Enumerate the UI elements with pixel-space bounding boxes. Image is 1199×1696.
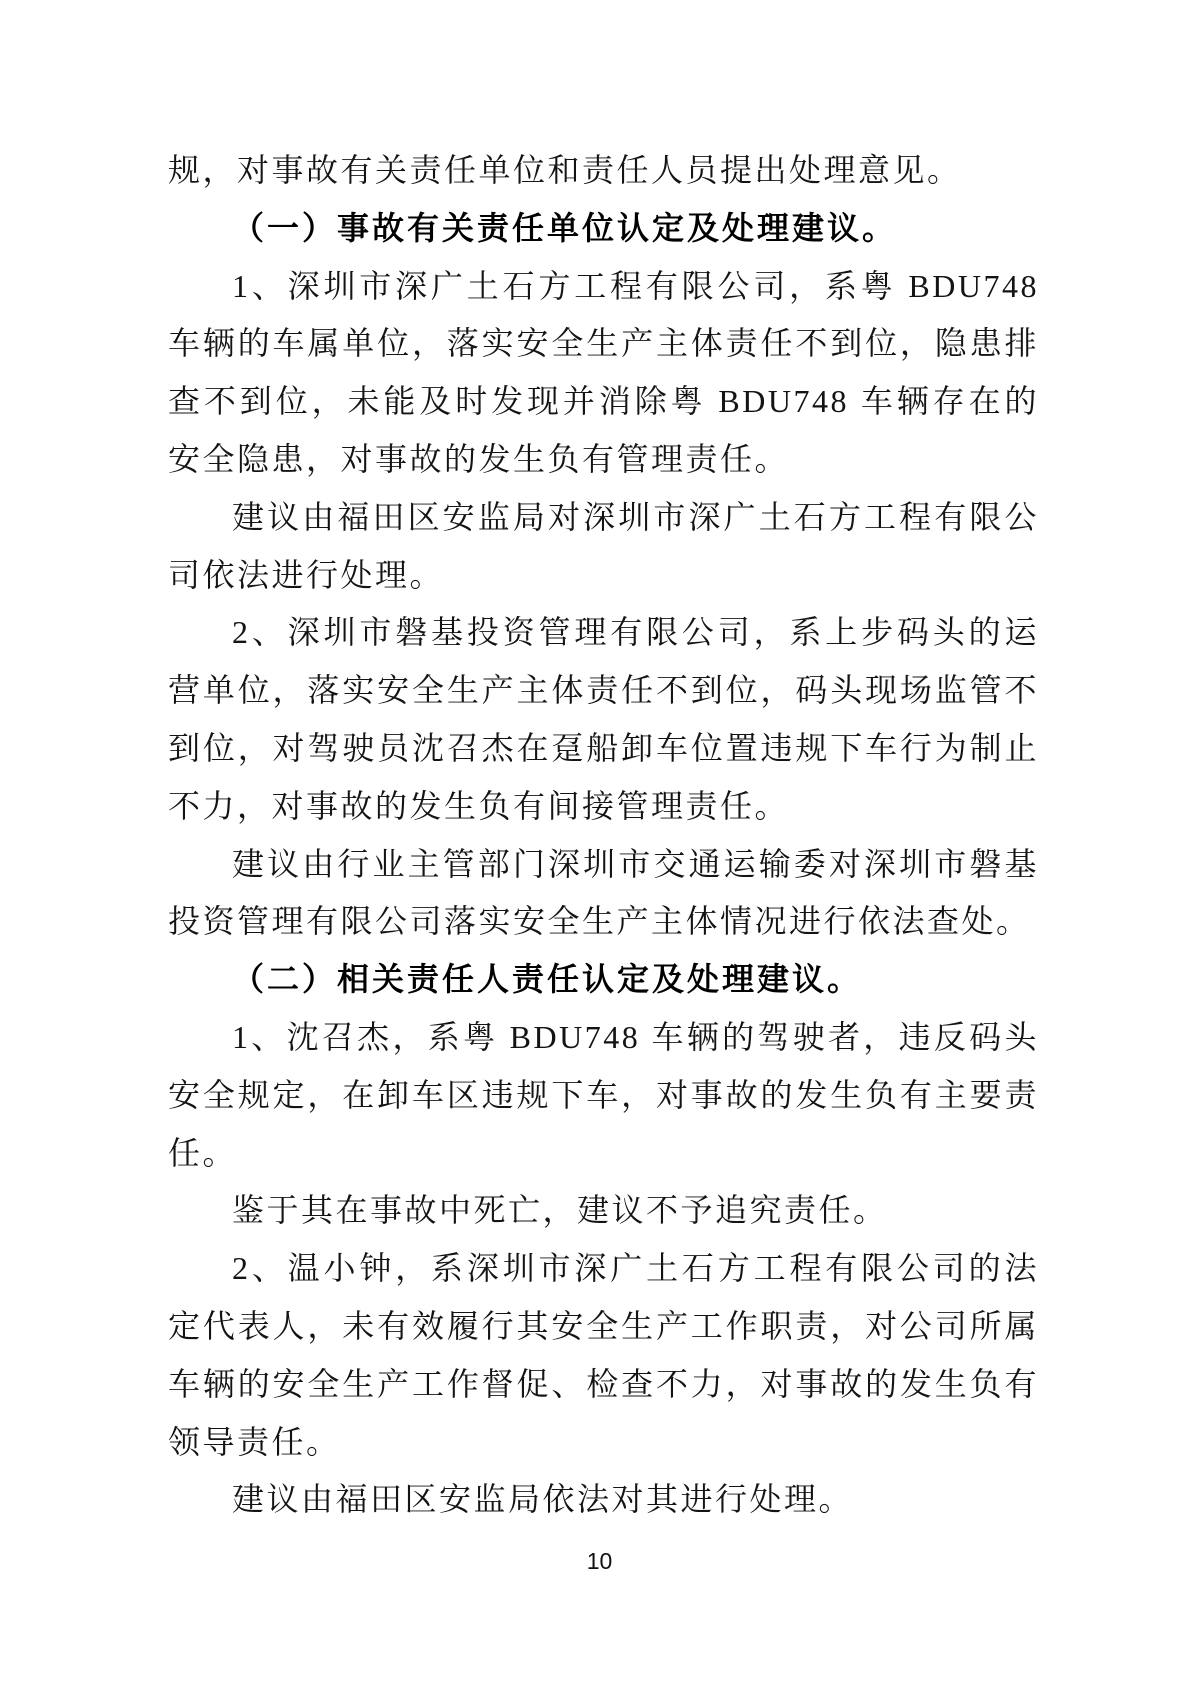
section-heading-2: （二）相关责任人责任认定及处理建议。 [232, 961, 863, 998]
paragraph-person-1: 1、沈召杰，系粤 BDU748 车辆的驾驶者，违反码头安全规定，在卸车区违规下车，对事故的发生负有主要责任。 [168, 1018, 1039, 1171]
section-heading-1: （一）事故有关责任单位认定及处理建议。 [232, 209, 898, 246]
paragraph-person-2: 2、温小钟，系深圳市深广土石方工程有限公司的法定代表人，未有效履行其安全生产工作职责，对公司所属车辆的安全生产工作督促、检查不力，对事故的发生负有领导责任。 [168, 1250, 1039, 1460]
document-body [168, 142, 1039, 1529]
page-number: 10 [586, 1548, 613, 1574]
paragraph-unit-2-suggestion: 建议由行业主管部门深圳市交通运输委对深圳市磐基投资管理有限公司落实安全生产主体情况进行依法查处。 [168, 845, 1039, 940]
paragraph-continuation: 规，对事故有关责任单位和责任人员提出处理意见。 [168, 152, 962, 188]
paragraph-unit-1: 1、深圳市深广土石方工程有限公司，系粤 BDU748 车辆的车属单位，落实安全生产主体责任不到位，隐患排查不到位，未能及时发现并消除粤 BDU748 车辆存在的安全隐患，对事故的发生负有管理责任。 [168, 267, 1039, 477]
paragraph-person-1-suggestion: 鉴于其在事故中死亡，建议不予追究责任。 [232, 1192, 888, 1229]
paragraph-unit-1-suggestion: 建议由福田区安监局对深圳市深广土石方工程有限公司依法进行处理。 [168, 498, 1039, 593]
paragraph-unit-2: 2、深圳市磐基投资管理有限公司，系上步码头的运营单位，落实安全生产主体责任不到位，码头现场监管不到位，对驾驶员沈召杰在趸船卸车位置违规下车行为制止不力，对事故的发生负有间接管理责任。 [168, 614, 1039, 824]
paragraph-person-2-suggestion: 建议由福田区安监局依法对其进行处理。 [232, 1481, 854, 1518]
